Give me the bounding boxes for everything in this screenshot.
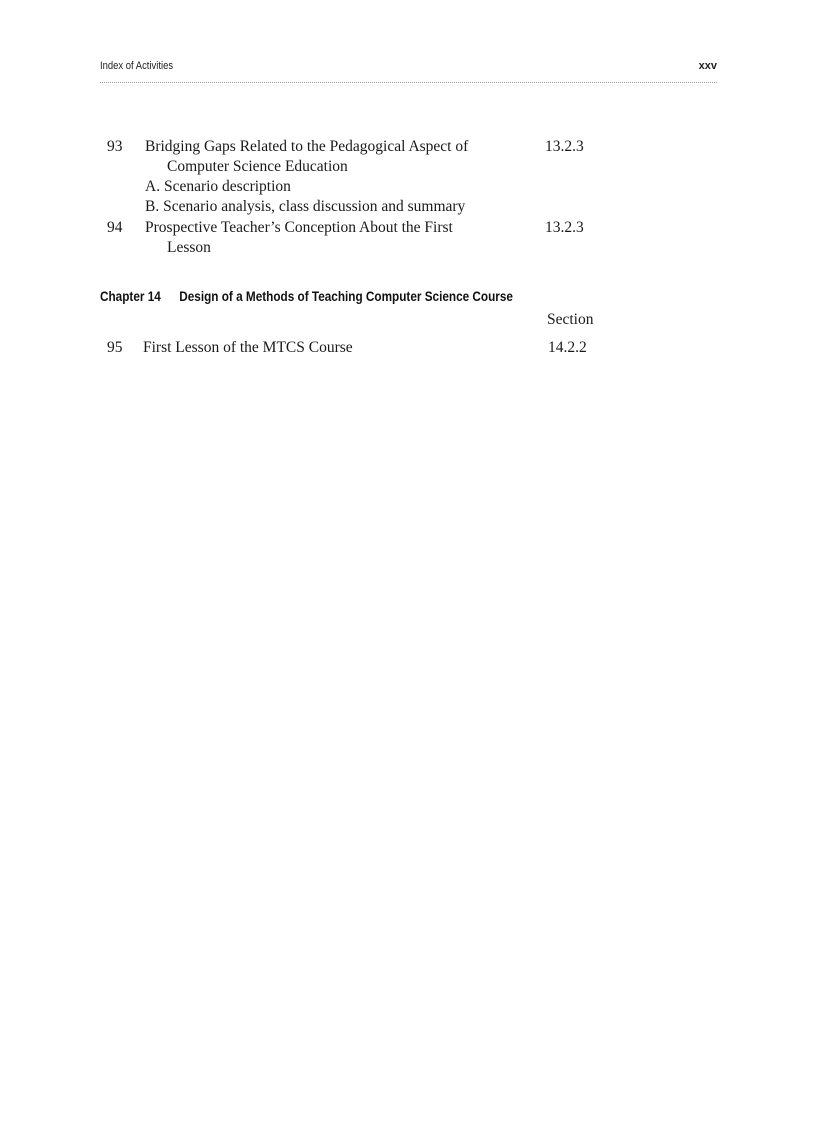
page-number: xxv <box>698 60 717 72</box>
section-column-heading: Section <box>547 311 594 328</box>
activity-subitem-a: A. Scenario description <box>145 178 291 195</box>
activity-number: 95 <box>107 339 123 356</box>
running-title: Index of Activities <box>100 60 174 72</box>
activity-number: 94 <box>107 219 123 236</box>
activity-subitem-b: B. Scenario analysis, class discussion and summary <box>145 198 466 215</box>
activity-title-line1: Bridging Gaps Related to the Pedagogical Aspect of <box>145 138 469 155</box>
running-header <box>100 60 717 83</box>
activity-section: 13.2.3 <box>545 138 584 155</box>
activity-title: First Lesson of the MTCS Course <box>143 339 353 356</box>
chapter-heading <box>100 288 513 304</box>
chapter-title: Design of a Methods of Teaching Computer Science Course <box>179 288 513 304</box>
activity-title-line2: Lesson <box>167 239 211 256</box>
activity-title-line1: Prospective Teacher’s Conception About the First <box>145 219 453 236</box>
activity-number: 93 <box>107 138 123 155</box>
chapter-label: Chapter 14 <box>100 288 161 304</box>
activity-section: 13.2.3 <box>545 219 584 236</box>
activity-title-line2: Computer Science Education <box>167 158 348 175</box>
activity-section: 14.2.2 <box>548 339 587 356</box>
